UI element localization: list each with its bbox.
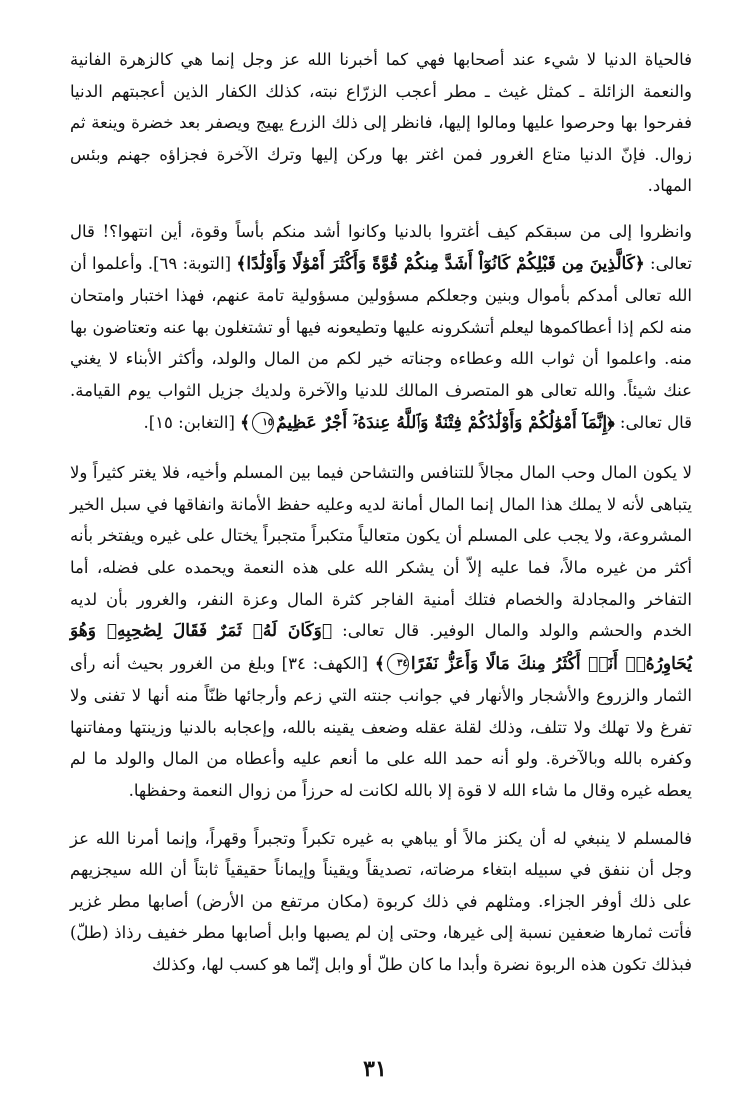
paragraph-text: [الكهف: ٣٤] وبلغ من الغرور بحيث أنه رأى الثمار والزروع والأشجار والأنهار في جوانب جنته التي زعم وأرجائها ظنّاً منه أنها لا تفنى ولا تفرغ ولا تهلك ولا تتلف، وذلك لقلة عقله وضعف يقينه بالله، وإعجابه بالدنيا وزينتها ومفاتنها وكفره بالله وبالآخرة. ولو أنه حمد الله على ما أنعم عليه وأعطاه من المال والولد ما لم يعطه غيره وقال ما شاء الله لا قوة إلا بالله لكانت له حرزاً من زوال النعمة وحفظها.: [70, 653, 692, 801]
paragraph-1: [70, 44, 692, 202]
quran-verse: ﴾: [240, 412, 251, 433]
verse-number-medallion: ١٥: [252, 412, 274, 434]
verse-number-medallion: ٣٤: [387, 653, 409, 675]
page-number: ٣١: [363, 1056, 387, 1082]
paragraph-text: فالحياة الدنيا لا شيء عند أصحابها فهي كما أخبرنا الله عز وجل إنما هي كالزهرة الفانية والنعمة الزائلة ـ كمثل غيث ـ مطر أعجب الزرّاع نبته، كذلك الكفار الذين أعجبتهم الدنيا ففرحوا بها وحرصوا عليها ومالوا إليها، فانظر إلى ذلك الزرع يهيج ويصفر بعد خضرة وينعة ثم زوال. فإنّ الدنيا متاع الغرور فمن اغتر بها وركن إليها وترك الآخرة فجزاؤه جهنم وبئس المهاد.: [70, 50, 692, 196]
paragraph-text: فالمسلم لا ينبغي له أن يكنز مالاً أو يباهي به غيره تكبراً وتجبراً وقهراً، وإنما أمرنا الله عز وجل أن ننفق في سبيله ابتغاء مرضاته، تصديقاً ويقيناً وإيماناً حقيقياً ثابتاً أن الله سيجزيهم على ذلك أوفر الجزاء. ومثلهم في ذلك كربوة (مكان مرتفع من الأرض) أصابها مطر غزير فأتت ثمارها ضعفين نسبة إلى غيرها، وحتى إن لم يصبها وابل أصابها مطر خفيف رذاذ (طلّ) فبذلك تكون هذه الربوة نضرة وأبدا ما كان طلّ أو وابل إنّما هو كسب لها، وكذلك: [70, 828, 692, 975]
quran-verse: ﴿وَكَانَ لَهُۥ ثَمَرٌ فَقَالَ لِصَٰحِبِهِۦ وَهُوَ يُحَاوِرُهُۥٓ أَنَا۠ أَكْثَرُ مِنكَ مَالًا وَأَعَزُّ نَفَرًا: [70, 621, 692, 674]
paragraph-text: [التوبة: ٦٩]. وأعلموا أن الله تعالى أمدكم بأموال وبنين وجعلكم مسؤولين مسؤولية تامة عنهم، فهذا اختبار وامتحان منه لكم إذا أعطاكموها ليعلم أتشكرونه عليها وتطيعونه فيها أو تشتغلون بها عنه وتعتاضون بها منه. واعلموا أن ثواب الله وعطاءه وجناته خير لكم من المال والولد، وأكثر الأبناء لا يغني عنك شيئاً. والله تعالى هو المتصرف المالك للدنيا والآخرة ولديك جزيل الثواب يوم القيامة. قال تعالى:: [70, 253, 692, 432]
paragraph-text: لا يكون المال وحب المال مجالاً للتنافس والتشاحن فيما بين المسلم وأخيه، فلا يغتر كثيراً ولا يتباهى لأنه لا يملك هذا المال إنما المال أمانة لديه وعليه حفظ الأمانة وانفاقها في سبل الخير المشروعة، ولا يجب على المسلم أن يكون متعالياً متكبراً متجبراً يختال على غيره ويفتخر بأنه أكثر من غيره مالاً، فما عليه إلاّ أن يشكر الله على هذه النعمة ويحمده على فضله، أما التفاخر والمجادلة والخصام فتلك أمنية الفاجر كثرة المال وعزة النفر، والغرور بأن لديه الخدم والحشم والولد والمال الوفير. قال تعالى:: [70, 463, 692, 641]
paragraph-text: وانظروا إلى من سبقكم كيف أغتروا بالدنيا وكانوا أشد منكم بأساً وقوة، أين انتهوا؟! قال تعالى:: [70, 221, 692, 273]
quran-verse: ﴿إِنَّمَآ أَمْوَٰلُكُمْ وَأَوْلَٰدُكُمْ فِتْنَةٌ وَٱللَّهُ عِندَهُۥٓ أَجْرٌ عَظِيمٌ: [276, 412, 615, 433]
body-text: [70, 44, 692, 981]
quran-verse: ﴾: [374, 653, 385, 674]
paragraph-4: [70, 823, 692, 981]
paragraph-2: [70, 216, 692, 439]
paragraph-3: [70, 457, 692, 807]
quran-verse: ﴿كَالَّذِينَ مِن قَبْلِكُمْ كَانُوٓاْ أَشَدَّ مِنكُمْ قُوَّةً وَأَكْثَرَ أَمْوَٰلًا وَأَوْلَٰدًا﴾: [236, 253, 645, 274]
paragraph-text: [التغابن: ١٥].: [143, 412, 241, 432]
